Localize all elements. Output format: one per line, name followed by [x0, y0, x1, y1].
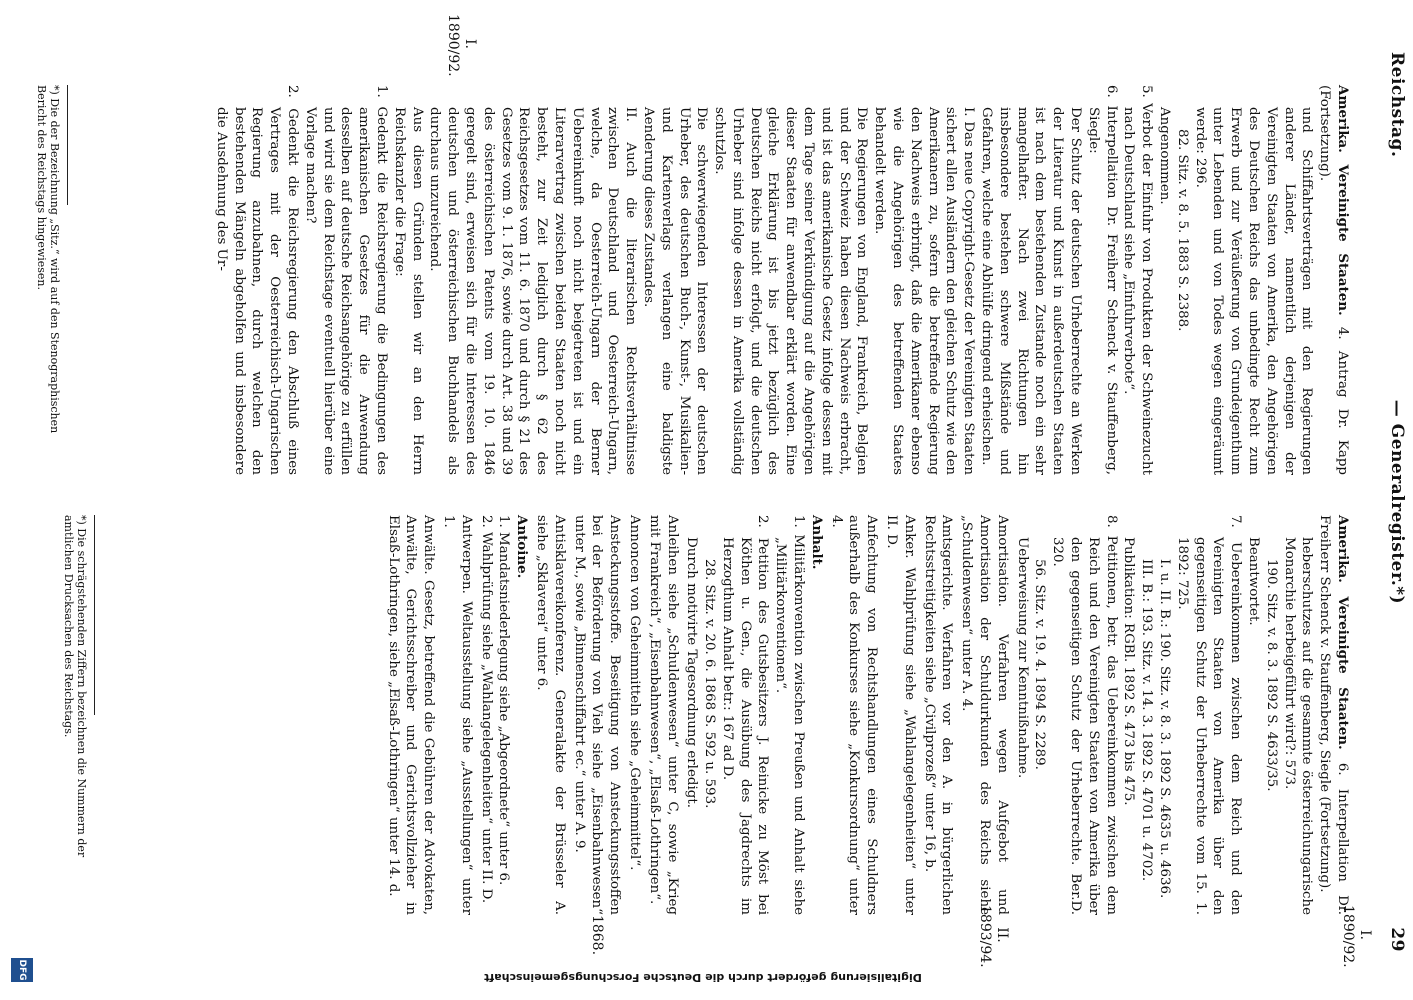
entry-anwaelte: Anwälte. Gesetz, betreffend die Gebühren der Advokaten, Anwälte, Gerichtsschreiber und Gerichtsvollzieher in Elsaß-Lothringen, siehe „Elsaß-Lothringen“ unter 14. d.	[385, 515, 437, 915]
page-header	[1379, 52, 1407, 952]
entry-amortisation: Amortisation. Verfahren wegen Aufgebot und Amortisation der Schuldurkunden des Reichs siehe „Schuldenwesen“ unter A. 4.	[959, 515, 1010, 915]
margin-note-years: 1890/92.	[445, 14, 461, 77]
page-number: 29	[1387, 927, 1407, 952]
footnote-divider	[94, 515, 95, 715]
list-item: 2. Wahlprüfung siehe „Wahlangelegenheiten“ unter II. D.	[478, 515, 494, 904]
dfg-logo: DFG	[11, 958, 33, 982]
footnote-right: *) Die schrägstehenden Ziffern bezeichnen die Nummern der amtlichen Drucksachen des Reichstags.	[62, 515, 88, 858]
result: Angenommen.	[1157, 107, 1173, 205]
entry-ansteckungsstoffe: Ansteckungsstoffe. Beseitigung von Ansteckungsstoffen bei der Beförderung von Vieh siehe „Eisenbahnwesen“ unter M., sowie „Binnenschiffahrt ec.“ unter A. 9.	[571, 515, 623, 915]
list-item: 2. Petition des Gutsbesitzers J. Reinicke zu Möst bei Köthen u. Gen., die Ausübung des Jagdrechts im Herzogthum Anhalt betr.: 167 ad D.	[719, 515, 771, 915]
paragraph: Die schwerwiegenden Interessen der deutschen Urheber, des deutschen Buch-, Kunst-, Musikalien- und Kartenverlags verlangen eine baldigste Aenderung dieses Zustandes.	[640, 107, 710, 475]
margin-note-label: I.	[462, 39, 478, 49]
paragraph: Die Regierungen von England, Frankreich, Belgien und der Schweiz haben diesen Nachweis erbracht, und ist das amerikanische Gesetz infolge dessen mit dem Tage seiner Verkündigung auf die Angehörigen dieser Staaten für anwendbar erklärt worden. Eine gleiche Erklärung ist bis jetzt bezüglich des Deutschen Reichs nicht erfolgt, und die deutschen Urheber sind infolge dessen in Amerika vollständig schutzlos.	[712, 107, 870, 475]
reference: I. u. II. B.: 190. Sitz. v. 8. 3. 1892 S. 4635 u. 4636.	[1157, 559, 1173, 899]
entry-title	[1315, 515, 1351, 915]
margin-note-label: 1868.	[589, 914, 605, 956]
reference: Publikation: RGBl. 1892 S. 473 bis 475.	[1121, 537, 1137, 806]
result: Durch motivirte Tagesordnung erledigt.	[684, 537, 700, 808]
list-item: 1. Militärkonvention zwischen Preußen und Anhalt siehe „Militärkonventionen“.	[773, 515, 807, 915]
paragraph: Aus diesen Gründen stellen wir an den Herrn Reichskanzler die Frage:	[391, 107, 425, 475]
entry-antisklaverei: Antisklavereikonferenz. Generalakte der Brüsseler A. siehe „Sklaverei“ unter 6.	[533, 515, 567, 915]
margin-note-label: II.	[994, 927, 1010, 943]
reference: III. B.: 193. Sitz. v. 14. 3. 1892 S. 4701 u. 4702.	[1139, 559, 1155, 882]
footnote-divider	[67, 85, 68, 205]
margin-note-label: I.	[1357, 930, 1373, 940]
entry-amtsgerichte: Amtsgerichte. Verfahren vor den A. in bürgerlichen Rechtsstreitigkeiten siehe „Civilprozeß“ unter 16, b.	[921, 515, 955, 915]
list-item: 6. Interpellation Dr. Freiherr Schenck v. Stauffenberg, Siegle:	[1085, 85, 1119, 475]
entry-heading-rest: 6. Interpellation Dr. Freiherr Schenck v. Stauffenberg, Siegle (Fortsetzung).	[1317, 515, 1350, 915]
paragraph: I. Das neue Copyright-Gesetz der Vereinigten Staaten sichert allen Ausländern den gleichen Schutz wie den Amerikanern zu, sofern die betreffende Regierung den Nachweis erbringt, daß die Amerikaner ebenso wie die Angehörigen des betreffenden Staates behandelt werden.	[872, 107, 977, 475]
list-item: 1. Gedenkt die Reichsregierung die Bedingungen des amerikanischen Gesetzes für die Anwendung desselben auf deutsche Reichsangehörige zu erfüllen und wird sie dem Reichstage eventuell hierüber eine Vorlage machen?	[302, 85, 389, 475]
reference: 190. Sitz. v. 8. 3. 1892 S. 4633/35.	[1263, 559, 1279, 792]
reference: 28. Sitz. v. 20. 6. 1868 S. 592 u. 593.	[702, 559, 718, 809]
header-left: Reichstag.	[1387, 52, 1407, 158]
credit-text: Digitalisierung gefördert durch die Deutsche Forschungsgemeinschaft	[484, 971, 922, 984]
entry-heading-rest: 4. Antrag Dr. Kapp (Fortsetzung).	[1317, 85, 1350, 476]
column-left	[212, 85, 1353, 475]
entry-annoncen: Annoncen von Geheimmitteln siehe „Geheimmittel“.	[626, 515, 642, 871]
entry-antoine: Antoine.	[514, 515, 531, 579]
entry-antwerpen: Antwerpen. Weltausstellung siehe „Ausstellungen“ unter 1.	[440, 515, 474, 915]
entry-anker: Anker. Wahlprüfung siehe „Wahlangelegenheiten“ unter II. D.	[884, 515, 917, 915]
paragraph: heberschutzes auf die gesammte österreichungarische Monarchie herbeigeführt wird?: 573.	[1281, 537, 1315, 915]
entry-heading: Amerika. Vereinigte Staaten.	[1335, 85, 1351, 316]
entry-anhalt: Anhalt.	[808, 515, 825, 570]
result: Ueberweisung zur Kenntnißnahme.	[1014, 537, 1030, 779]
digitization-credit	[13, 960, 1393, 984]
paragraph: Der Schutz der deutschen Urheberrechte an Werken der Literatur und Kunst in außerdeutschen Staaten ist nach dem bestehenden Zustande noch ein sehr mangelhafter. Nach zwei Richtungen hin insbesondere bestehen schwere Mißstände und Gefahren, welche eine Abhülfe dringend erheischen.	[979, 107, 1084, 475]
list-item: 8. Petitionen, betr. das Uebereinkommen zwischen dem Reich und den Vereinigten Staaten von Amerika über den gegenseitigen Schutz der Urheberrechte. Ber.D. 320.	[1050, 515, 1119, 915]
list-item: 7. Uebereinkommen zwischen dem Reich und den Vereinigten Staaten von Amerika über den gegenseitigen Schutz der Urheberrechte vom 15. 1. 1892: 725.	[1174, 515, 1244, 915]
reference: 56. Sitz. v. 19. 4. 1894 S. 2289.	[1032, 559, 1048, 770]
reference: 82. Sitz. v. 8. 5. 1883 S. 2388.	[1174, 129, 1190, 332]
entry-anfechtung: Anfechtung von Rechtshandlungen eines Schuldners außerhalb des Konkurses siehe „Konkursordnung“ unter 4.	[828, 515, 880, 915]
list-item: 5. Verbot der Einfuhr von Produkten der Schweinezucht nach Deutschland siehe „Einfuhrverbote“.	[1121, 85, 1155, 475]
entry-title	[1315, 85, 1351, 475]
margin-note-1	[444, 14, 478, 77]
list-item: 2. Gedenkt die Reichsregierung den Abschluß eines Vertrages mit der Oesterreichisch-Ungarischen Regierung anzubahnen, durch welchen den bestehenden Mängeln abgeholfen und insbesondere die Ausdehnung des Ur-	[213, 85, 300, 475]
paragraph: II. Auch die literarischen Rechtsverhältnisse zwischen Deutschland und Oesterreich-Ungarn, welche, da Oesterreich-Ungarn der Berner Uebereinkunft noch nicht beigetreten ist und ein Literarvertrag zwischen beiden Staaten noch nicht besteht, zur Zeit lediglich durch § 62 des Reichsgesetzes vom 11. 6. 1870 und durch § 21 des Gesetzes vom 9. 1. 1876, sowie durch Art. 38 und 39 des österreichischen Patents vom 19. 10. 1846 geregelt sind, erweisen sich für die Interessen des deutschen und österreichischen Buchhandels als durchaus unzureichend.	[427, 107, 639, 475]
margin-note-years: 1893/94.	[977, 905, 993, 968]
entry-anleihen: Anleihen siehe „Schuldenwesen“ unter C, sowie „Krieg mit Frankreich“, „Eisenbahnwesen“, „Elsaß-Lothringen“.	[646, 515, 680, 915]
margin-note-years: 1890/92.	[1340, 905, 1356, 968]
column-right	[384, 515, 1353, 915]
header-center: — Generalregister.*)	[1387, 399, 1407, 605]
list-item: 1. Mandatsniederlegung siehe „Abgeordnete“ unter 6.	[496, 515, 512, 886]
entry-heading: Amerika. Vereinigte Staaten.	[1335, 515, 1351, 750]
footnote-left: *) Die der Bezeichnung „Sitz.“ wird auf den Stenographischen Bericht des Reichstags hingewiesen.	[35, 85, 61, 434]
result: Beantwortet.	[1246, 537, 1262, 626]
paragraph: und Schiffahrtsverträgen mit den Regierungen anderer Länder, namentlich derjenigen der Vereinigten Staaten von Amerika, den Angehörigen des Deutschen Reichs das unbedingte Recht zum Erwerb und zur Veräußerung von Grundeigenthum unter Lebenden und von Todes wegen eingeräumt werde: 296.	[1192, 107, 1315, 475]
